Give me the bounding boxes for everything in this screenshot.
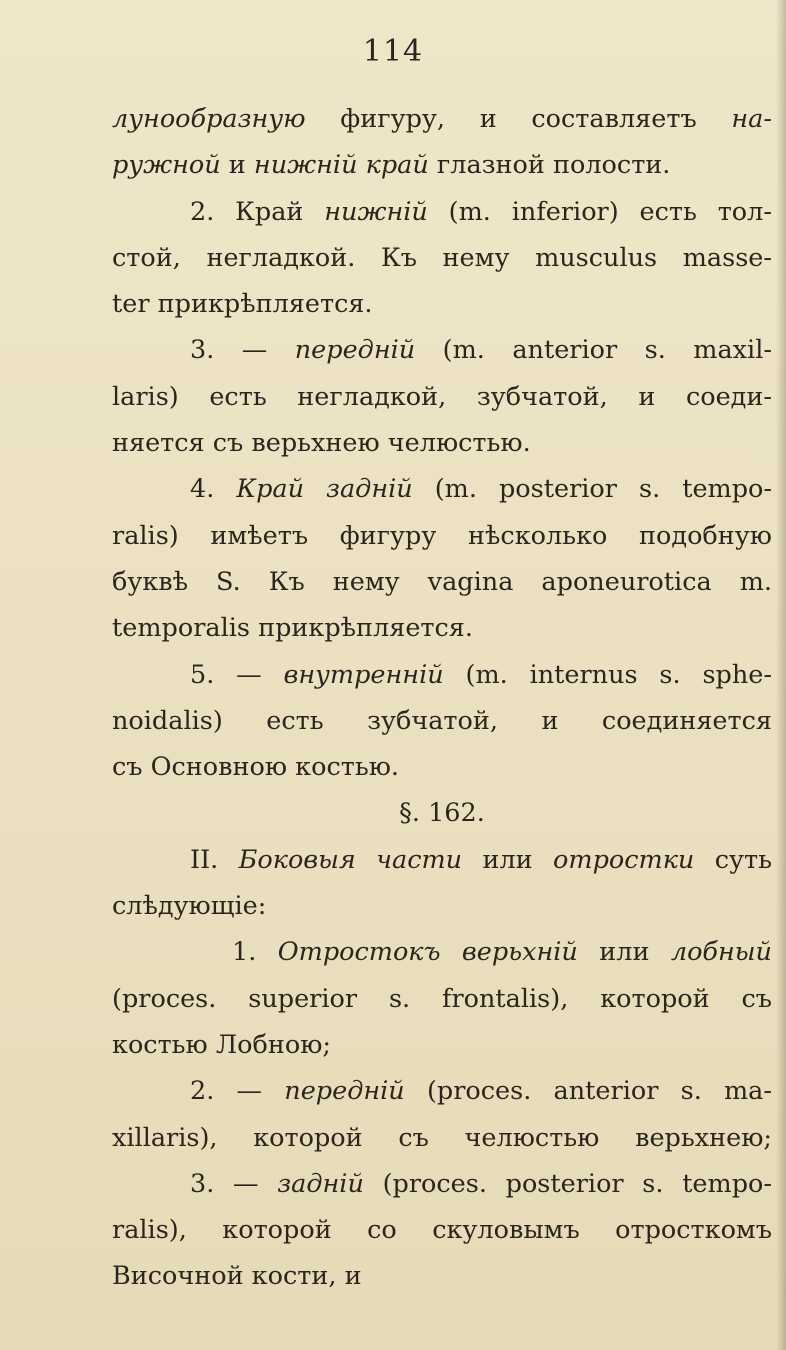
text-line: ralis), которой со скуловымъ отросткомъ [112, 1215, 772, 1246]
text-line: стой, негладкой. Къ нему musculus masse- [112, 242, 772, 273]
page-number: 114 [362, 34, 424, 69]
section-heading: §. 162. [399, 798, 485, 829]
text-line: 2. Край нижній (m. inferior) есть тол- [190, 196, 772, 227]
text-line: laris) есть негладкой, зубчатой, и соеди- [112, 381, 772, 412]
body-text [112, 96, 772, 1300]
text-line: 3. — задній (proces. posterior s. tempo- [190, 1168, 772, 1199]
text-line: съ Основною костью. [112, 752, 400, 783]
text-line: 4. Край задній (m. posterior s. tempo- [190, 474, 773, 505]
text-line: temporalis прикрѣпляется. [112, 613, 473, 644]
text-line: 1. Отростокъ верьхній или лобный [232, 937, 772, 968]
text-line: 3. — передній (m. anterior s. maxil- [190, 335, 772, 366]
text-line: буквѣ S. Къ нему vagina aponeurotica m. [112, 566, 772, 597]
text-line: ружной и нижній край глазной полости. [112, 150, 671, 181]
text-line: 5. — внутренній (m. internus s. sphe- [190, 659, 772, 690]
text-line: костью Лобною; [112, 1029, 331, 1060]
text-line: II. Боковыя части или отростки суть [190, 844, 772, 875]
text-line: ter прикрѣпляется. [112, 289, 373, 320]
text-line: ralis) имѣетъ фигуру нѣсколько подобную [112, 520, 772, 551]
text-line: Височной кости, и [112, 1261, 362, 1292]
text-line: noidalis) есть зубчатой, и соединяется [112, 705, 772, 736]
text-line: xillaris), которой съ челюстью верьхнею; [112, 1122, 772, 1153]
text-line: (proces. superior s. frontalis), которой съ [112, 983, 772, 1014]
text-line: слѣдующіе: [112, 891, 267, 922]
text-line: лунообразную фигуру, и составляетъ на- [112, 104, 772, 134]
page-edge-shadow [776, 0, 786, 1350]
text-line: 2. — передній (proces. anterior s. ma- [190, 1076, 773, 1107]
text-line: няется съ верьхнею челюстью. [112, 428, 531, 459]
